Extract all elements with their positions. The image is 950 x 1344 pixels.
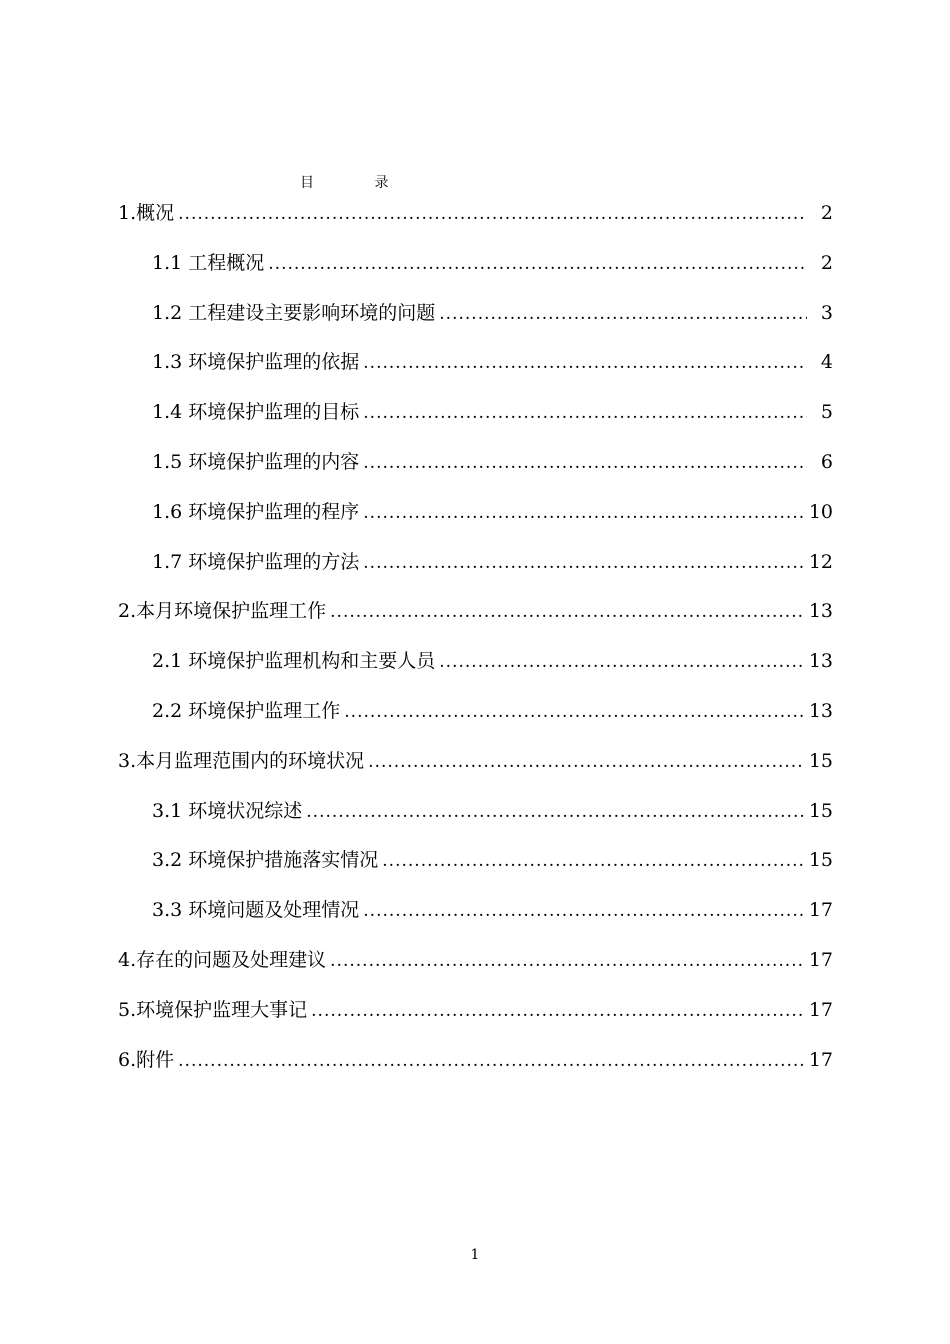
toc-entry[interactable] (118, 248, 833, 298)
toc-entry-page: 2 (820, 202, 833, 224)
toc-dot-leader (344, 697, 805, 727)
toc-entry-page: 17 (808, 948, 833, 971)
toc-entry-page: 6 (820, 450, 833, 473)
toc-dot-leader (330, 597, 805, 627)
toc-entry-page: 3 (820, 301, 833, 324)
toc-dot-leader (330, 946, 805, 976)
toc-entry-page: 10 (808, 500, 833, 523)
page-number: 1 (470, 1247, 480, 1263)
toc-entry-label: 1.1 工程概况 (152, 251, 265, 274)
toc-entry[interactable] (118, 945, 833, 995)
toc-dot-leader (363, 498, 805, 528)
toc-entry-page: 13 (808, 650, 833, 673)
table-of-contents (118, 198, 833, 1094)
toc-entry-label: 1.2 工程建设主要影响环境的问题 (152, 301, 436, 324)
toc-entry-page: 17 (808, 998, 833, 1021)
toc-dot-leader (439, 647, 805, 677)
toc-entry-label: 2.本月环境保护监理工作 (118, 600, 327, 623)
toc-entry-label: 1.3 环境保护监理的依据 (152, 351, 360, 374)
toc-entry-label: 4.存在的问题及处理建议 (118, 948, 327, 971)
toc-dot-leader (178, 199, 807, 229)
toc-entry-label: 1.概况 (118, 202, 175, 224)
toc-dot-leader (368, 747, 805, 777)
toc-dot-leader (306, 797, 805, 827)
toc-entry[interactable] (118, 1045, 833, 1095)
toc-entry-page: 15 (808, 749, 833, 772)
toc-entry-page: 13 (808, 699, 833, 722)
toc-entry[interactable] (118, 397, 833, 447)
toc-entry-label: 5.环境保护监理大事记 (118, 998, 308, 1021)
toc-dot-leader (363, 398, 807, 428)
toc-entry[interactable] (118, 298, 833, 348)
toc-dot-leader (363, 348, 807, 378)
toc-entry[interactable] (118, 845, 833, 895)
toc-entry-page: 15 (808, 799, 833, 822)
toc-entry-page: 17 (808, 1048, 833, 1071)
toc-entry[interactable] (118, 895, 833, 945)
toc-entry-page: 5 (820, 401, 833, 424)
toc-entry[interactable] (118, 995, 833, 1045)
toc-entry[interactable] (118, 746, 833, 796)
toc-entry-page: 12 (808, 550, 833, 573)
toc-entry[interactable] (118, 447, 833, 497)
toc-entry[interactable] (118, 646, 833, 696)
toc-entry-label: 1.6 环境保护监理的程序 (152, 500, 360, 523)
toc-entry[interactable] (118, 596, 833, 646)
toc-entry-page: 4 (820, 351, 833, 374)
toc-entry[interactable] (118, 497, 833, 547)
toc-entry-label: 3.2 环境保护措施落实情况 (152, 849, 379, 872)
toc-entry[interactable] (118, 347, 833, 397)
toc-entry[interactable] (118, 696, 833, 746)
toc-dot-leader (363, 896, 805, 926)
toc-dot-leader (439, 299, 807, 329)
toc-dot-leader (363, 548, 805, 578)
toc-entry[interactable] (118, 796, 833, 846)
toc-entry-label: 1.4 环境保护监理的目标 (152, 401, 360, 424)
toc-entry-page: 2 (820, 251, 833, 274)
toc-entry-label: 3.本月监理范围内的环境状况 (118, 749, 365, 772)
toc-dot-leader (363, 448, 807, 478)
toc-entry-page: 13 (808, 600, 833, 623)
toc-entry-page: 17 (808, 899, 833, 922)
toc-entry-label: 3.1 环境状况综述 (152, 799, 303, 822)
toc-entry[interactable] (118, 547, 833, 597)
toc-entry-label: 1.5 环境保护监理的内容 (152, 450, 360, 473)
toc-entry-label: 6.附件 (118, 1048, 175, 1071)
toc-entry-label: 2.2 环境保护监理工作 (152, 699, 341, 722)
toc-entry-label: 3.3 环境问题及处理情况 (152, 899, 360, 922)
toc-dot-leader (311, 996, 805, 1026)
toc-entry-page: 15 (808, 849, 833, 872)
toc-entry[interactable] (118, 198, 833, 248)
toc-dot-leader (178, 1046, 805, 1076)
toc-entry-label: 2.1 环境保护监理机构和主要人员 (152, 650, 436, 673)
toc-dot-leader (382, 846, 805, 876)
toc-dot-leader (268, 249, 807, 279)
toc-entry-label: 1.7 环境保护监理的方法 (152, 550, 360, 573)
toc-title: 目 录 (300, 175, 417, 191)
